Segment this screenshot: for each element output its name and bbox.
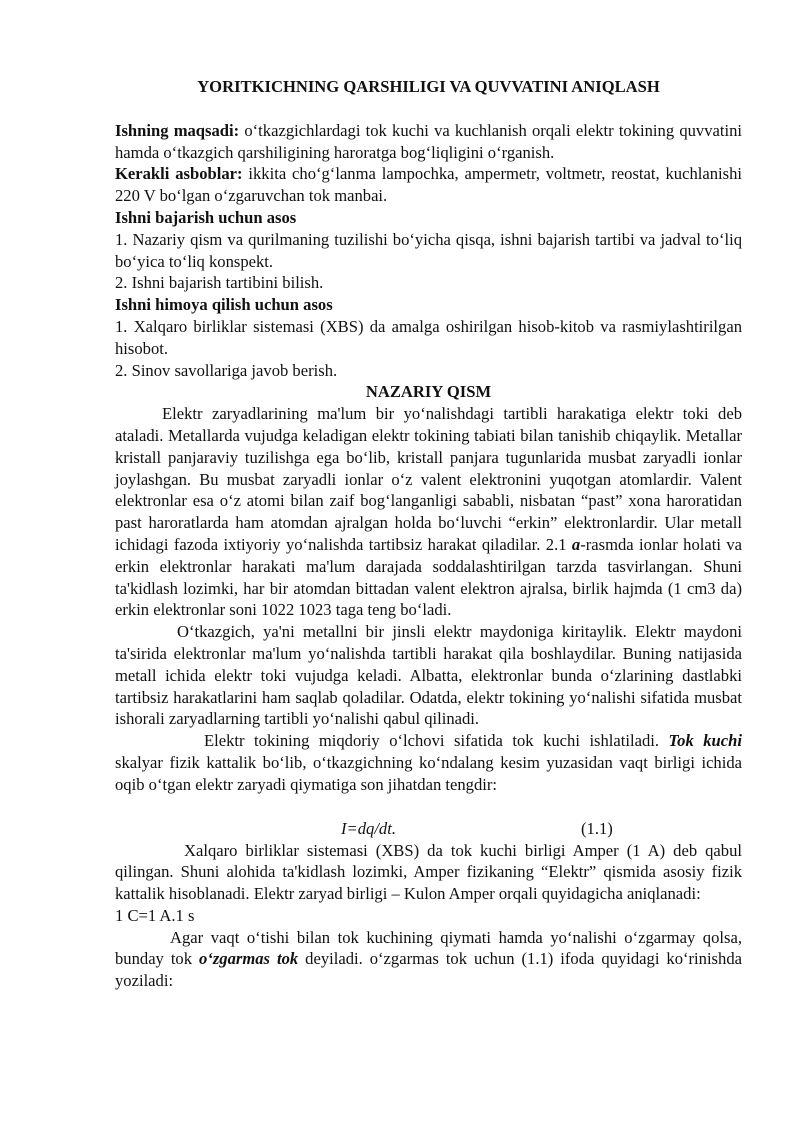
defense-item: 2. Sinov savollariga javob berish. [115, 360, 338, 380]
theory-paragraph-1 [115, 403, 742, 621]
figure-letter: a [571, 534, 581, 554]
goal-paragraph [115, 120, 742, 164]
basis-heading: Ishni bajarish uchun asos [115, 207, 297, 227]
formula: I=dq/dt. [341, 818, 396, 838]
document-title: YORITKICHNING QARSHILIGI VA QUVVATINI ANIQLASH [197, 77, 660, 96]
defense-item: 1. Xalqaro birliklar sistemasi (XBS) da amalga oshirilgan hisob-kitob va rasmiylashtirilgan hisobot. [115, 316, 742, 358]
theory-paragraph-5 [115, 927, 742, 992]
section-heading: NAZARIY QISM [365, 382, 492, 402]
tools-text: ikkita cho‘g‘lanma lampochka, ampermetr, voltmetr, reostat, kuchlanishi 220 V bo‘lgan o‘zgaruvchan tok manbai. [115, 164, 742, 206]
theory-paragraph-2: O‘tkazgich, ya'ni metallni bir jinsli elektr maydoniga kiritaylik. Elektr maydoni ta'sirida elektronlar ma'lum yo‘nalishda tartibli harakat qila boshlaydilar. Buning natijasida metall ichida elektr toki vujudga keladi. Albatta, elektronlar bunda o‘zlarining dastlabki tartibsiz harakatlarini ham saqlab qoladilar. Odatda, elektr tokining yo‘nalishi sifatida musbat ishorali zaryadlarning tartibli yo‘nalishi qabul qilinadi. [115, 622, 742, 729]
formula-number: (1.1) [581, 818, 613, 838]
paragraph-text: Elektr tokining miqdoriy o‘lchovi sifatida tok kuchi ishlatiladi. [204, 731, 669, 751]
goal-text: o‘tkazgichlardagi tok kuchi va kuchlanish orqali elektr tokining quvvatini hamda o‘tkazgich qarshiligining haroratga bog‘liqligini o‘rganish. [115, 120, 743, 162]
goal-label: Ishning maqsadi: [115, 120, 240, 140]
theory-paragraph-3 [115, 730, 742, 795]
unit-definition: 1 C=1 A.1 s [115, 905, 195, 925]
theory-paragraph-4: Xalqaro birliklar sistemasi (XBS) da tok kuchi birligi Amper (1 A) deb qabul qilingan. Shuni alohida ta'kidlash lozimki, Amper fizikaning “Elektr” qismida asosiy fizik kattalik hisoblanadi. Elektr zaryad birligi – Kulon Amper orqali quyidagicha aniqlanadi: [115, 840, 742, 904]
paragraph-text: Agar vaqt o‘tishi bilan tok kuchining qiymati hamda yo‘nalishi o‘zgarmay qolsa, bunday tok [115, 927, 742, 969]
paragraph-text: deyiladi. o‘zgarmas tok uchun (1.1) ifoda quyidagi ko‘rinishda yoziladi: [115, 949, 742, 991]
basis-item: 1. Nazariy qism va qurilmaning tuzilishi bo‘yicha qisqa, ishni bajarish tartibi va jadval to‘liq bo‘yica to‘liq konspekt. [115, 229, 742, 271]
formula-line [115, 818, 742, 840]
paragraph-text: -rasmda ionlar holati va erkin elektronlar harakati ma'lum darajada soddalashtirilgan tarzda tasvirlangan. Shuni ta'kidlash lozimki, har bir atomdan bittadan valent elektron ajralsa, birlik hajmda (1 cm3 da) erkin elektronlar soni 1022 1023 taga teng bo‘ladi. [115, 534, 742, 620]
basis-item: 2. Ishni bajarish tartibini bilish. [115, 273, 324, 293]
defense-heading: Ishni himoya qilish uchun asos [115, 295, 333, 315]
term-tok-kuchi: Tok kuchi [668, 731, 742, 751]
tools-label: Kerakli asboblar: [115, 164, 243, 184]
paragraph-text: Elektr zaryadlarining ma'lum bir yo‘nalishdagi tartibli harakatiga elektr toki deb ataladi. Metallarda vujudga keladigan elektr tokining tabiati bilan tanishib chiqaylik. Metallar kristall panjaraviy tuzilishga ega bo‘lib, kristall panjara tugunlarida musbat zaryadli ionlar joylashgan. Bu musbat zaryadli ionlar o‘z valent elektronini yuqotgan atomlardir. Valent elektronlar esa o‘z atomi bilan zaif bog‘langanligi sababli, nisbatan “past” xona haroratidan past haroratlarda ham atomdan ajralgan holda bo‘luvchi “erkin” elektronlardir. Ular metall ichidagi fazoda ixtiyoriy yo‘nalishda tartibsiz harakat qiladilar. 2.1 [115, 404, 742, 554]
paragraph-text: skalyar fizik kattalik bo‘lib, o‘tkazgichning ko‘ndalang kesim yuzasidan vaqt birligi ichida oqib o‘tgan elektr zaryadi qiymatiga son jihatdan tengdir: [115, 752, 742, 794]
tools-paragraph [115, 163, 742, 207]
term-ozgarmas-tok: o‘zgarmas tok [199, 949, 299, 969]
